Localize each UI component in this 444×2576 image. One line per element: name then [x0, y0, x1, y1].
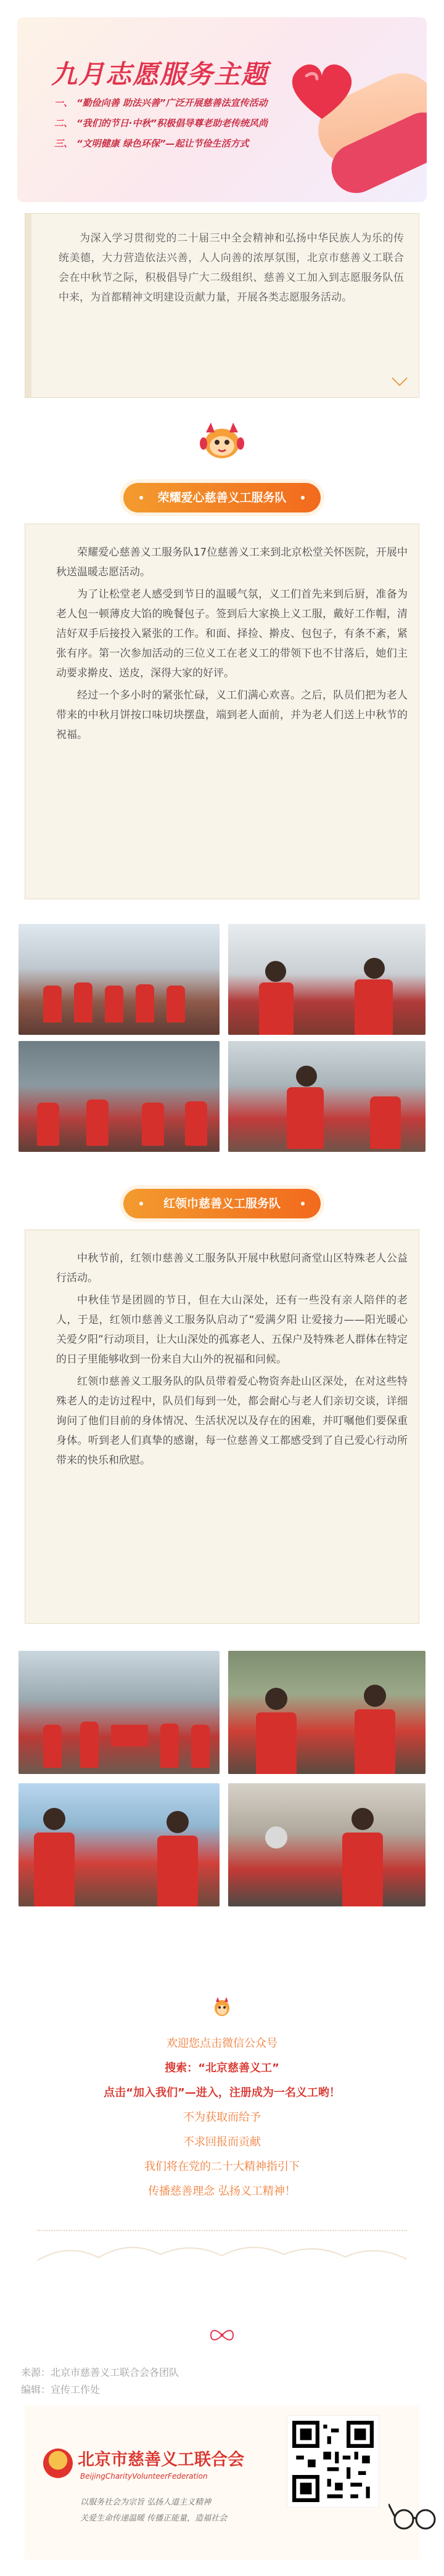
- source-line: 来源：北京市慈善义工联合会各团队: [21, 2367, 179, 2378]
- banner-topic-list: [54, 96, 313, 157]
- org-name: 北京市慈善义工联合会: [78, 2450, 244, 2469]
- section1-paragraph: 经过一个多小时的紧张忙碌，义工们满心欢喜。之后，队员们把为老人带来的中秋月饼按口味切块摆盘，端到老人面前，并为老人们送上中秋节的祝福。: [56, 689, 408, 741]
- cloud-decoration: [37, 2236, 407, 2267]
- photo-volunteers-hall: [18, 1041, 220, 1152]
- section-title-rongyao: 荣耀爱心慈善义工服务队: [123, 483, 321, 512]
- glasses-decoration: [388, 2498, 438, 2535]
- topic-text: “我们的节日·中秋”积极倡导尊老助老传统风尚: [76, 118, 268, 129]
- photo-serving-elderly: [228, 1041, 426, 1152]
- cta-line: 不求回报而贡献: [183, 2136, 261, 2149]
- dragon-mascot-icon: [197, 419, 247, 462]
- section2-paragraph: 红领巾慈善义工服务队的队员带着爱心物资奔赴山区深处，在对这些特殊老人的走访过程中，队员们每到一处，都会耐心与老人们亲切交谈，详细询问了他们目前的身体情况、生活状况以及存在的困难，并叮嘱他们要保重身体。听到老人们真挚的感谢，每一位慈善义工都感受到了自己爱心行动所带来的快乐和欣慰。: [56, 1375, 408, 1467]
- topic-number: 二、: [54, 118, 73, 129]
- intro-sidebar-decoration: [25, 214, 31, 397]
- topic-text: “勤俭向善 助法兴善”广泛开展慈善法宣传活动: [76, 97, 268, 108]
- mascot-small-icon: [212, 1996, 232, 2018]
- banner-topic-item: [54, 116, 313, 129]
- section-title-honglingjin: 红领巾慈善义工服务队: [123, 1189, 321, 1218]
- photo-indoor-visit: [228, 1783, 426, 1906]
- federation-logo: [43, 2448, 73, 2478]
- photo-making-buns: [228, 924, 426, 1035]
- cta-line: 传播慈善理念 弘扬义工精神！: [148, 2185, 296, 2198]
- header-banner: [17, 17, 427, 202]
- section1-paragraph: 为了让松堂老人感受到节日的温暖气氛，义工们首先来到后厨，准备为老人包一顿薄皮大馅的晚餐包子。签到后大家换上义工服，戴好工作帽，清洁好双手后接投入紧张的工作。和面、择捡、擀皮、包包子，有条不紊，紧张有序。第一次参加活动的三位义工在老义工的带领下也不甘落后，她们主动要求擀皮、送皮，深得大家的好评。: [56, 588, 408, 679]
- motto-line: 关爱生命传递温暖 传播正能量，造福社会: [80, 2514, 228, 2523]
- photo-group-banner: [18, 924, 220, 1035]
- section2-paragraph: 中秋佳节是团圆的节日，但在大山深处，还有一些没有亲人陪伴的老人，于是，红领巾慈善义工服务队启动了“爱满夕阳 让爱接力——阳光暖心关爱夕阳”行动项目，让大山深处的孤寡老人、五保户及特殊老人群体在特定的日子里能够收到一份来自大山外的祝福和问候。: [56, 1294, 408, 1366]
- section1-content: [56, 543, 408, 747]
- intro-box: [25, 213, 419, 398]
- topic-number: 三、: [54, 138, 73, 149]
- section2-text-box: [25, 1229, 419, 1624]
- banner-topic-item: [54, 137, 313, 150]
- section1-paragraph: 荣耀爱心慈善义工服务队17位慈善义工来到北京松堂关怀医院，开展中秋送温暖志愿活动。: [56, 546, 408, 578]
- cta-line: 不为获取而给予: [183, 2111, 261, 2124]
- footer-card: [25, 2405, 419, 2559]
- chevron-down-icon: [392, 370, 407, 386]
- motto-line: 以服务社会为宗旨 弘扬人道主义精神: [80, 2498, 212, 2507]
- cta-line: 我们将在党的二十大精神指引下: [144, 2160, 300, 2173]
- qr-code[interactable]: [287, 2415, 379, 2508]
- topic-number: 一、: [54, 97, 73, 108]
- cta-line: 欢迎您点击微信公众号: [166, 2037, 278, 2050]
- photo-group-village: [18, 1651, 220, 1774]
- section2-paragraph: 中秋节前，红领巾慈善义工服务队开展中秋慰问斋堂山区特殊老人公益行活动。: [56, 1252, 408, 1284]
- photo-visit-family: [18, 1783, 220, 1906]
- decorative-divider: [37, 2230, 407, 2231]
- banner-title: 九月志愿服务主题: [51, 59, 269, 89]
- section2-content: [56, 1249, 408, 1473]
- photo-talking-elder: [228, 1651, 426, 1774]
- cta-join-line: 点击“加入我们”—进入，注册成为一名义工哟！: [104, 2086, 340, 2099]
- topic-text: “文明健康 绿色环保”—起让节俭生活方式: [76, 138, 249, 149]
- intro-paragraph: 为深入学习贯彻党的二十届三中全会精神和弘扬中华民族人为乐的传统美德，大力营造依法兴善，人人向善的浓厚氛围，北京市慈善义工联合会在中秋节之际，积极倡导广大二级组织、慈善义工加入到志愿服务队伍中来，为首都精神文明建设贡献力量，开展各类志愿服务活动。: [59, 232, 404, 304]
- banner-topic-item: [54, 96, 313, 109]
- section1-text-box: [25, 524, 419, 899]
- org-english-name: BeijingCharityVolunteerFederation: [80, 2472, 208, 2481]
- cta-search-line: 搜索：“北京慈善义工”: [165, 2062, 279, 2075]
- org-motto: [80, 2495, 247, 2527]
- editor-line: 编辑：宣传工作处: [21, 2384, 101, 2396]
- bow-icon: [210, 2328, 234, 2342]
